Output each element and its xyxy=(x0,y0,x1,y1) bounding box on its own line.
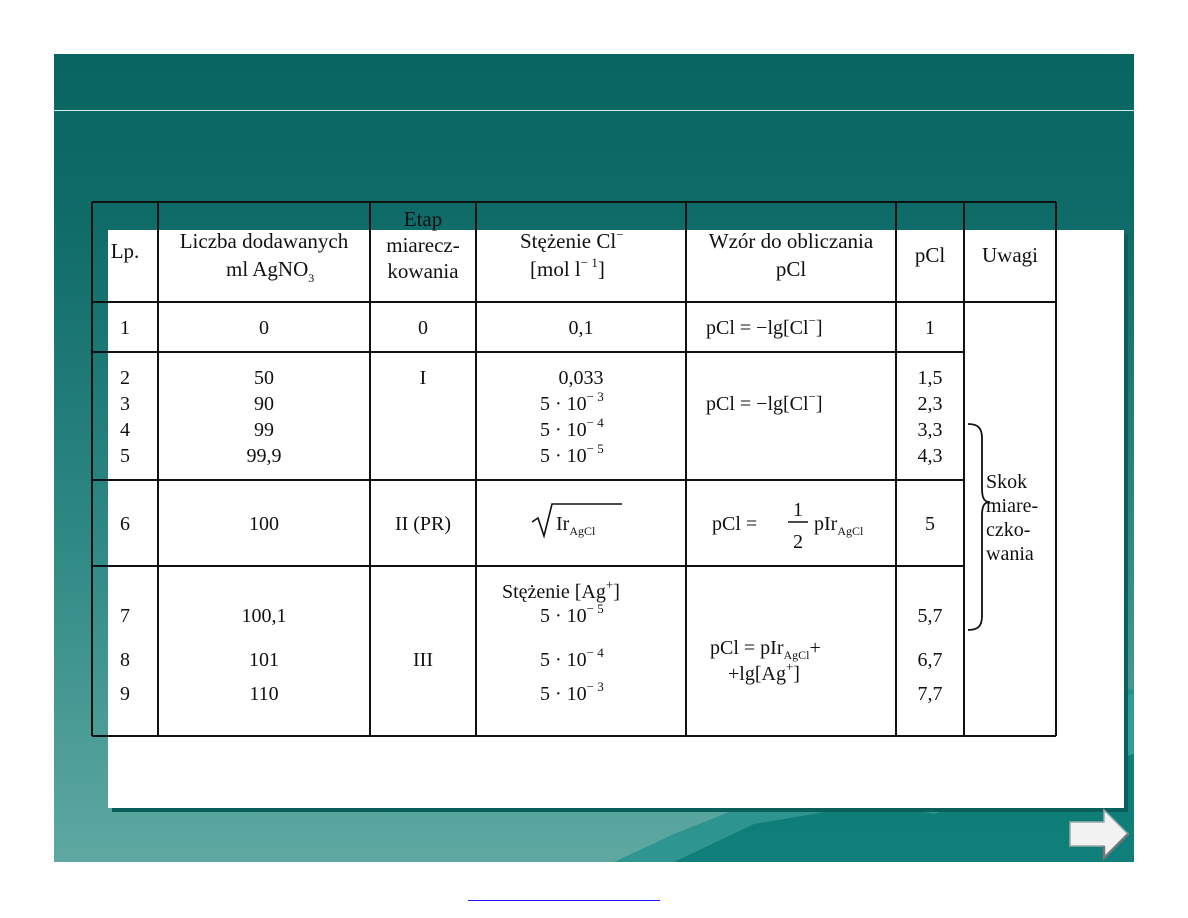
cell-lp: 4 xyxy=(120,419,130,441)
cell-ml: 100,1 xyxy=(241,605,287,627)
note-line3: czko- xyxy=(986,519,1031,541)
cell-lp: 2 xyxy=(120,367,130,389)
cell-ml: 0 xyxy=(259,317,269,339)
cell-lp: 8 xyxy=(120,649,130,671)
cell-formula-3-pre: pCl = xyxy=(712,513,758,535)
cell-formula-4-line1: pCl = pIr$_{AgCl}$+ xyxy=(710,637,821,662)
cell-stezenie: $5 \cdot 10^{- 3}$ xyxy=(540,679,604,705)
header-pcl: pCl xyxy=(914,243,946,267)
header-etap-line3: kowania xyxy=(387,259,459,283)
cell-ml: 50 xyxy=(254,367,274,389)
header-uwagi: Uwagi xyxy=(982,243,1038,267)
next-arrow-button[interactable] xyxy=(1064,806,1132,862)
cell-pcl: 5 xyxy=(925,513,935,535)
cell-stezenie: $Ir_{AgCl}$ xyxy=(556,513,596,538)
cell-etap: 0 xyxy=(418,317,428,339)
header-etap-line2: miarecz- xyxy=(386,233,460,257)
header-stezenie-line2: [mol $l^{- 1}$] xyxy=(530,255,605,281)
cell-stezenie: 0,1 xyxy=(568,317,594,339)
cell-stezenie: $5 \cdot 10^{- 3}$ xyxy=(540,389,604,415)
cell-etap: I xyxy=(419,367,427,389)
cell-stezenie: $5 \cdot 10^{- 5}$ xyxy=(540,441,604,467)
cell-stezenie: $5 \cdot 10^{- 4}$ xyxy=(540,645,604,671)
header-lp: Lp. xyxy=(110,239,140,263)
cell-ml: 99,9 xyxy=(246,445,282,467)
header-liczba-line1: Liczba dodawanych xyxy=(179,229,349,253)
cell-formula-1: pCl = −lg[Cl−] xyxy=(706,313,823,339)
header-wzor-line2: pCl xyxy=(775,257,807,281)
table-row xyxy=(120,601,943,627)
cell-ml: 101 xyxy=(249,649,279,671)
cell-stezenie: 0,033 xyxy=(558,367,604,389)
titration-table xyxy=(92,202,1056,736)
header-wzor-line1: Wzór do obliczania xyxy=(708,229,874,253)
cell-ml: 99 xyxy=(254,419,274,441)
cell-pcl: 7,7 xyxy=(917,683,943,705)
cell-etap: II (PR) xyxy=(394,513,452,535)
cell-pcl: 5,7 xyxy=(917,605,943,627)
cell-pcl: 1,5 xyxy=(917,367,943,389)
cell-lp: 5 xyxy=(120,445,130,467)
table-row xyxy=(120,679,943,705)
cell-lp: 3 xyxy=(120,393,130,415)
table-row xyxy=(120,415,943,441)
cell-lp: 6 xyxy=(120,513,130,535)
stage3-header: Stężenie [Ag+] xyxy=(502,577,620,603)
cell-stezenie: $5 \cdot 10^{- 5}$ xyxy=(540,601,604,627)
cell-formula-4-line2: +lg[Ag+] xyxy=(728,659,800,685)
arrow-right-icon xyxy=(1070,810,1128,858)
cell-lp: 1 xyxy=(120,317,130,339)
table-row xyxy=(120,441,943,467)
cell-stezenie: $5 \cdot 10^{- 4}$ xyxy=(540,415,604,441)
table-row xyxy=(120,313,935,339)
footer-link[interactable] xyxy=(468,900,660,904)
cell-pcl: 1 xyxy=(925,317,935,339)
cell-pcl: 2,3 xyxy=(917,393,943,415)
cell-lp: 9 xyxy=(120,683,130,705)
table-row xyxy=(120,499,935,553)
cell-ml: 100 xyxy=(249,513,279,535)
header-stezenie-line1: Stężenie Cl− xyxy=(520,227,624,253)
note-line4: wania xyxy=(986,543,1034,565)
cell-formula-3-post: pIr$_{AgCl}$ xyxy=(814,513,864,538)
cell-pcl: 6,7 xyxy=(917,649,943,671)
note-line2: miare- xyxy=(986,495,1039,517)
cell-pcl: 4,3 xyxy=(917,445,943,467)
cell-formula-3-num: 1 xyxy=(793,499,803,521)
header-liczba-line2: ml AgNO$_3$ xyxy=(226,257,315,285)
table-row xyxy=(120,367,943,389)
cell-formula-3-den: 2 xyxy=(793,531,803,553)
header-etap-line1: Etap xyxy=(403,207,443,231)
cell-lp: 7 xyxy=(120,605,130,627)
cell-ml: 110 xyxy=(249,683,279,705)
cell-etap: III xyxy=(413,649,433,671)
cell-pcl: 3,3 xyxy=(917,419,943,441)
cell-ml: 90 xyxy=(254,393,274,415)
note-line1: Skok xyxy=(986,471,1028,493)
cell-formula-2: pCl = −lg[Cl−] xyxy=(706,389,823,415)
